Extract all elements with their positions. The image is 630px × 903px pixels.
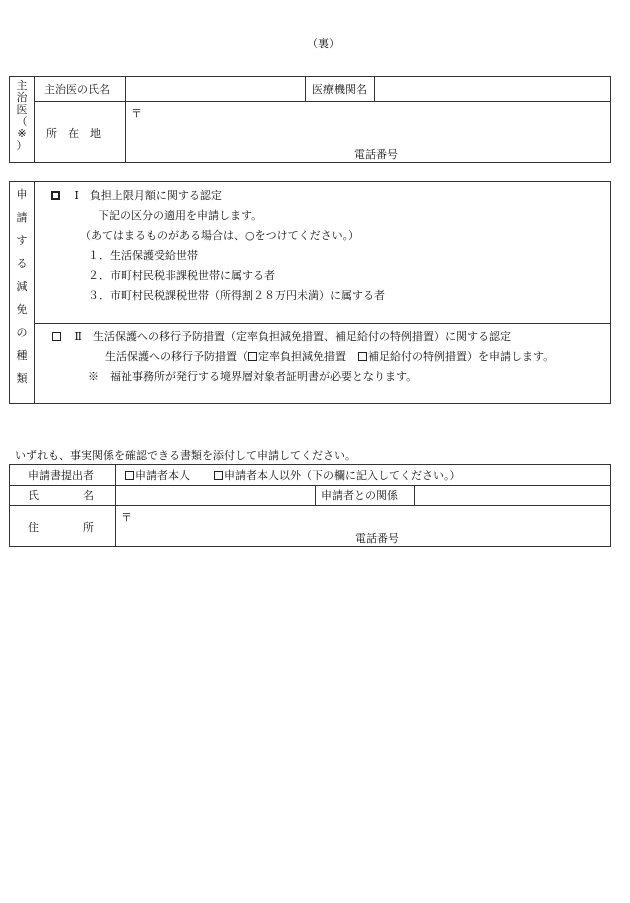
side-char: ） — [16, 139, 28, 152]
instruction: いずれも、事実関係を確認できる書類を添付して申請してください。 — [15, 449, 356, 462]
side-char: 請 — [16, 211, 28, 224]
side-char: 免 — [16, 303, 28, 316]
institution-label: 医療機関名 — [312, 83, 367, 96]
applicant-name-field[interactable] — [117, 487, 313, 503]
submitter-self-label: 申請者本人 — [135, 469, 190, 482]
applicant-address-label: 住 所 — [28, 521, 94, 534]
submitter-other-label: 申請者本人以外（下の欄に記入してください。） — [224, 469, 461, 482]
side-char: 主 — [16, 79, 28, 92]
applicant-phone-label: 電話番号 — [355, 532, 399, 545]
section1-heading-row — [51, 189, 222, 202]
section2-heading-row — [52, 330, 511, 343]
applicant-address-field[interactable] — [117, 508, 609, 530]
postal-mark: 〒 — [131, 107, 142, 120]
section1-item[interactable]: １．生活保護受給世帯 — [88, 249, 198, 262]
side-char: 治 — [16, 91, 28, 104]
side-char: 申 — [16, 188, 28, 201]
submitter-self-checkbox[interactable] — [125, 471, 134, 480]
side-char: る — [16, 257, 28, 270]
section1-item[interactable]: ３．市町村民税課税世帯（所得割２８万円未満）に属する者 — [88, 289, 385, 302]
applicant-postal-mark: 〒 — [121, 511, 132, 524]
side-char: 減 — [16, 280, 28, 293]
doctor-address-field[interactable] — [127, 104, 609, 144]
section1-line2: （あてはまるものがある場合は、○をつけてください。） — [80, 229, 360, 242]
submitter-other-checkbox[interactable] — [214, 471, 223, 480]
opt-fixed-rate-checkbox[interactable] — [248, 352, 257, 361]
relation-label: 申請者との関係 — [321, 489, 398, 502]
side-char: （ — [16, 115, 28, 128]
side-char: の — [16, 326, 28, 339]
relation-field[interactable] — [416, 487, 609, 503]
section1-checkbox[interactable] — [51, 191, 60, 200]
section1-heading: Ⅰ 負担上限月額に関する認定 — [74, 189, 222, 202]
section1-item[interactable]: ２．市町村民税非課税世帯に属する者 — [88, 269, 275, 282]
side-char: 類 — [16, 372, 28, 385]
side-char: 種 — [16, 349, 28, 362]
doctor-address-label: 所 在 地 — [46, 127, 101, 140]
section2-heading: Ⅱ 生活保護への移行予防措置（定率負担減免措置、補足給付の特例措置）に関する認定 — [74, 330, 511, 343]
section1-line1: 下記の区分の適用を申請します。 — [98, 209, 263, 222]
doctor-name-label: 主治医の氏名 — [44, 83, 110, 96]
doctor-name-field[interactable] — [127, 80, 303, 99]
institution-field[interactable] — [376, 80, 608, 99]
reduction-side-label — [12, 189, 32, 396]
doctor-phone-label: 電話番号 — [354, 148, 398, 161]
page-label: （裏） — [307, 37, 340, 50]
opt-supplement-label: 補足給付の特例措置 — [368, 350, 467, 363]
submitter-label: 申請書提出者 — [28, 469, 94, 482]
side-char: 医 — [16, 103, 28, 116]
side-char: ※ — [17, 127, 27, 140]
submitter-options — [125, 469, 461, 482]
opt-supplement-checkbox[interactable] — [358, 352, 367, 361]
doctor-side-label — [12, 80, 32, 152]
applicant-name-label: 氏 名 — [28, 489, 94, 502]
section2-line1: 生活保護への移行予防措置（ 定率負担減免措置 補足給付の特例措置）を申請します。 — [105, 350, 555, 363]
opt-fixed-rate-label: 定率負担減免措置 — [258, 350, 346, 363]
side-char: す — [16, 234, 28, 247]
section2-note: ※ 福祉事務所が発行する境界層対象者証明書が必要となります。 — [88, 370, 418, 383]
section2-checkbox[interactable] — [52, 332, 61, 341]
